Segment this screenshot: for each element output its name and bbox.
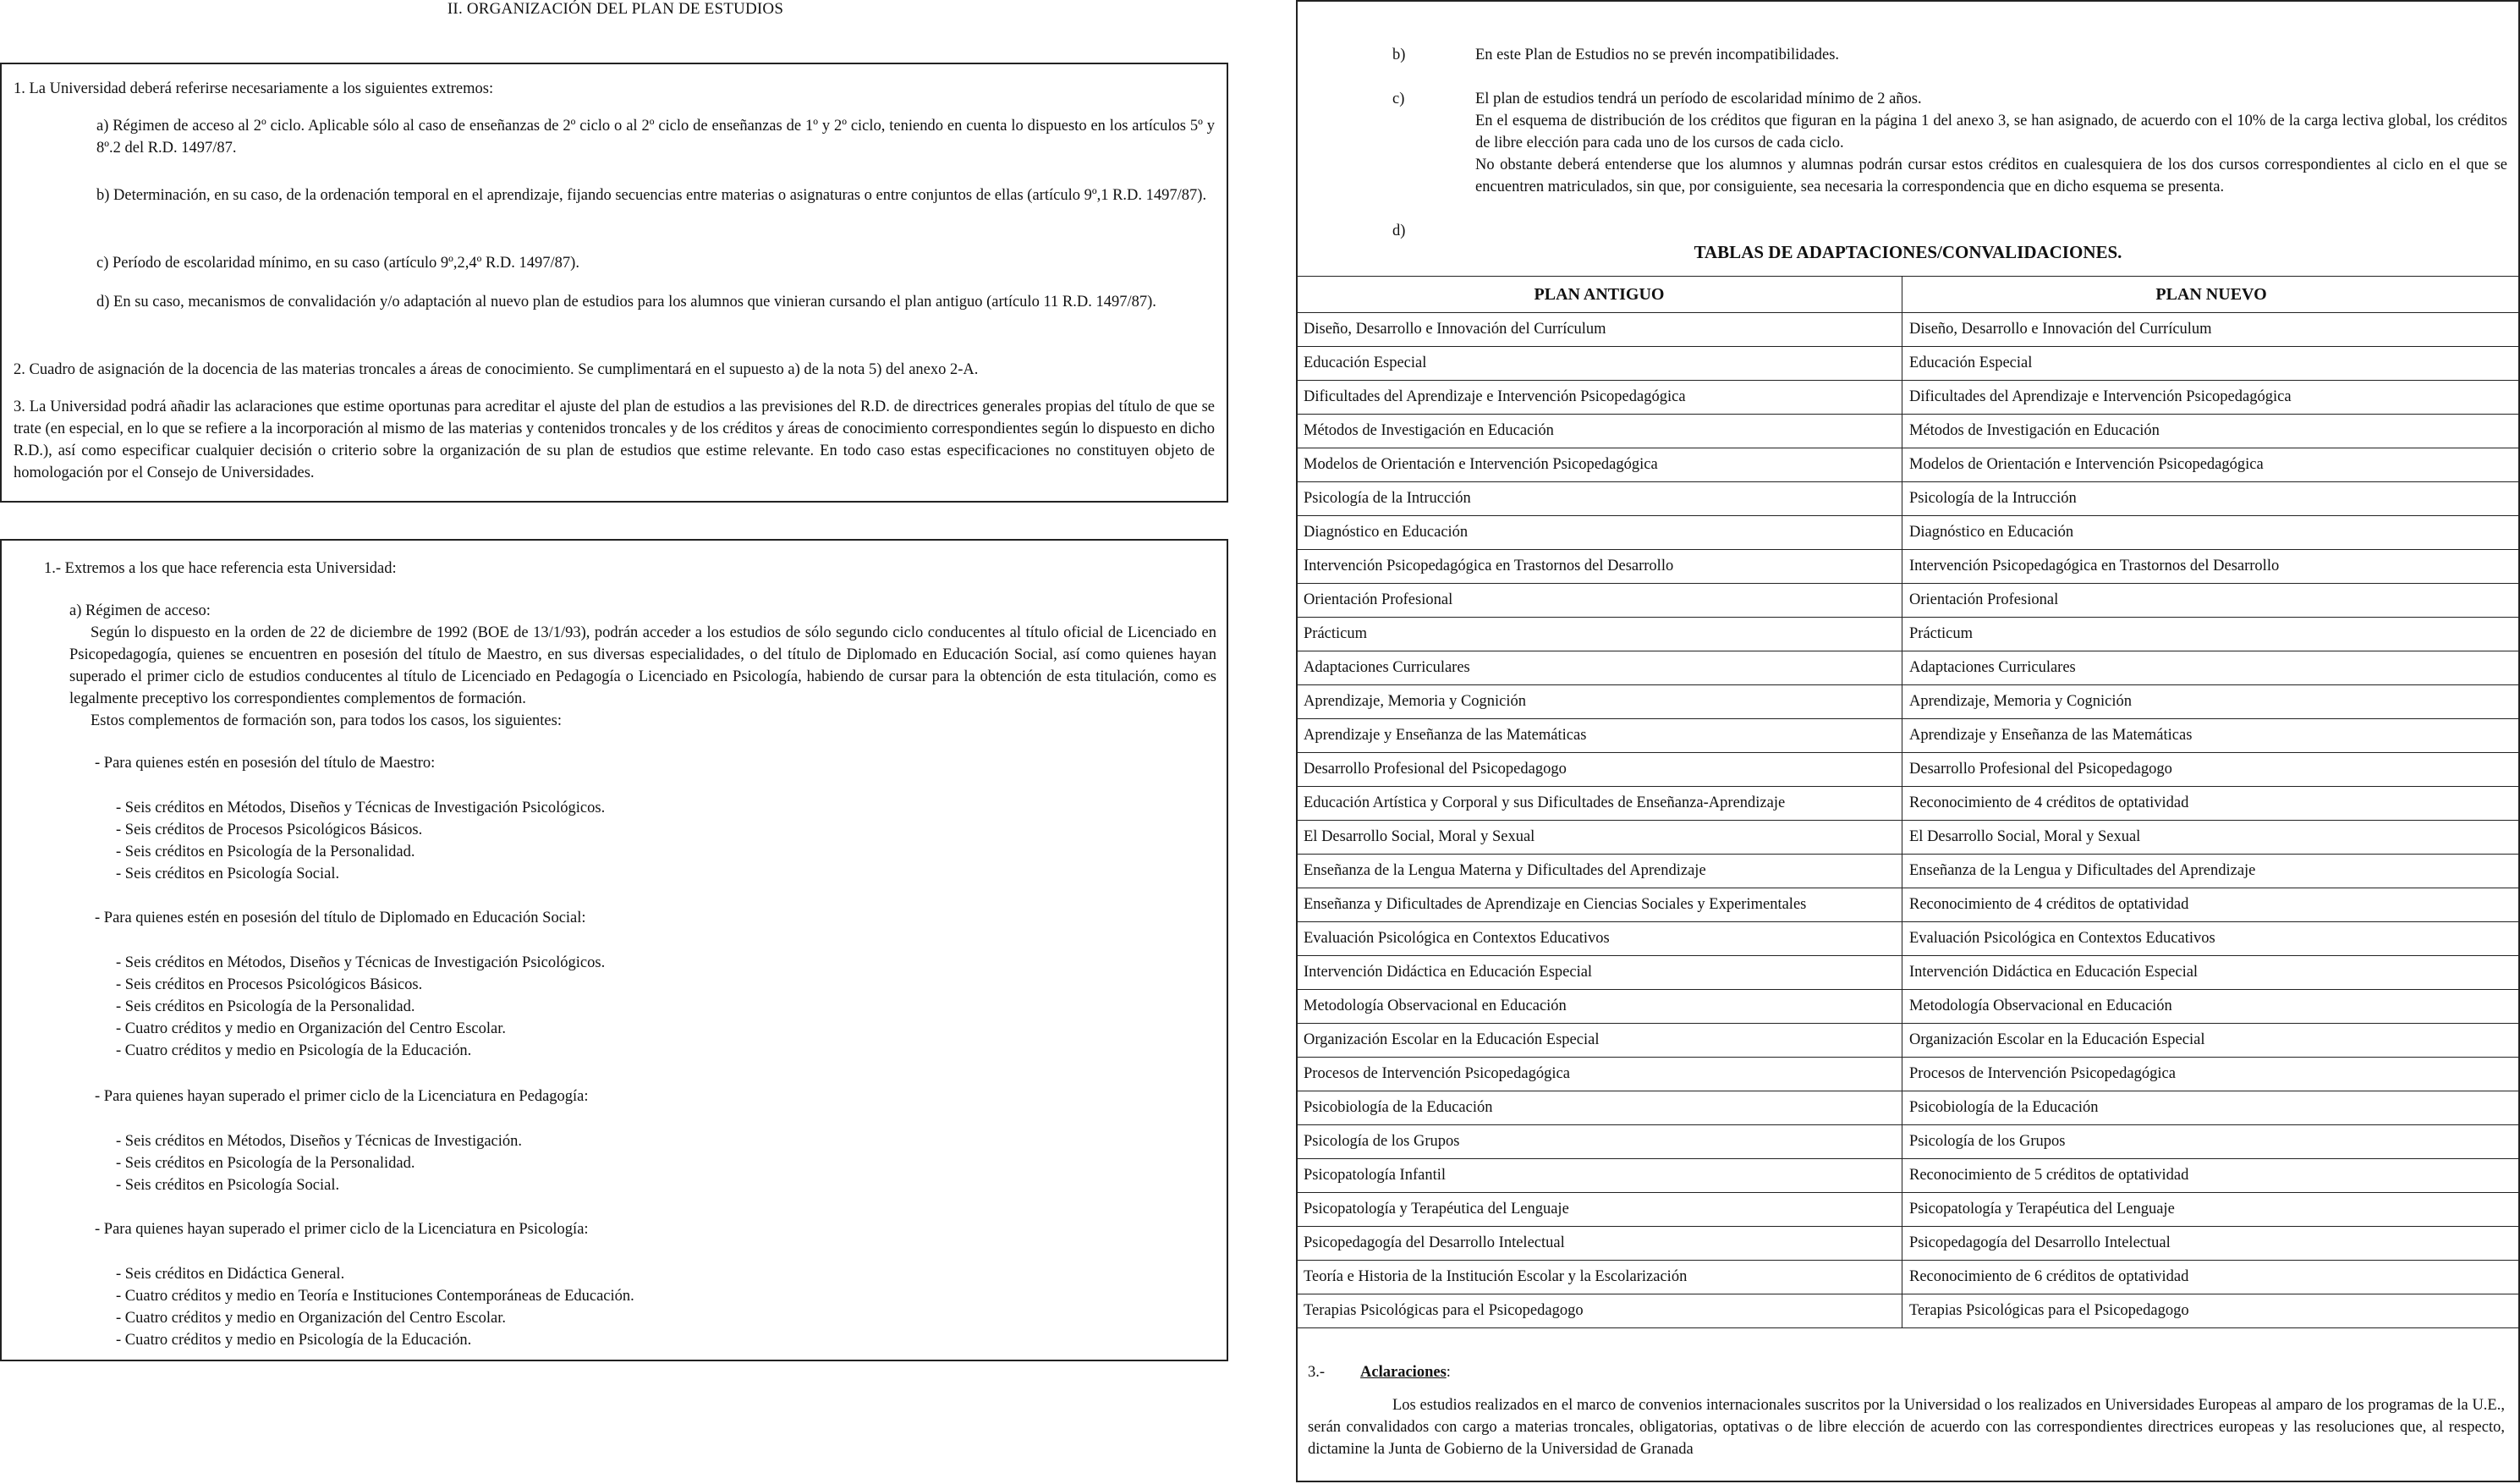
old-plan-cell: Teoría e Historia de la Institución Escolar y la Escolarización <box>1297 1261 1902 1294</box>
table-row <box>1297 1091 2520 1125</box>
old-plan-cell: Dificultades del Aprendizaje e Intervención Psicopedagógica <box>1297 381 1902 415</box>
old-plan-cell: Psicobiología de la Educación <box>1297 1091 1902 1125</box>
old-plan-cell: Aprendizaje y Enseñanza de las Matemáticas <box>1297 719 1902 753</box>
table-row <box>1297 1261 2520 1294</box>
adaptations-table-body <box>1297 313 2520 1328</box>
clarifications-number: 3.- <box>1308 1364 1326 1381</box>
group-head: - Para quienes hayan superado el primer ciclo de la Licenciatura en Psicología: <box>95 1221 589 1238</box>
new-plan-cell: Psicología de la Intrucción <box>1902 482 2520 516</box>
table-row <box>1297 685 2520 719</box>
table-row <box>1297 1058 2520 1091</box>
table-row <box>1297 922 2520 956</box>
item-c-text-2: En el esquema de distribución de los créditos que figuran en la página 1 del anexo 3, se han asignado, de acuerdo con el 10% de la carga lectiva global, los créditos de libre elección para cada uno de los cursos de cada ciclo. <box>1475 113 2507 151</box>
section-heading: 1.- Extremos a los que hace referencia esta Universidad: <box>44 560 397 577</box>
complements-intro: Estos complementos de formación son, para todos los casos, los siguientes: <box>91 712 562 729</box>
table-row <box>1297 719 2520 753</box>
old-plan-cell: Organización Escolar en la Educación Especial <box>1297 1024 1902 1058</box>
table-row <box>1297 956 2520 990</box>
table-row <box>1297 618 2520 651</box>
new-plan-cell: Aprendizaje y Enseñanza de las Matemáticas <box>1902 719 2520 753</box>
item-c-text-1: El plan de estudios tendrá un período de escolaridad mínimo de 2 años. <box>1475 91 1922 107</box>
table-row <box>1297 347 2520 381</box>
list-item: - Seis créditos en Didáctica General. <box>116 1266 345 1283</box>
instruction-1b: b) Determinación, en su caso, de la ordenación temporal en el aprendizaje, fijando secuencias entre materias o asignaturas o entre conjuntos de ellas (artículo 9º,1 R.D. 1497/87). <box>96 187 1207 204</box>
new-plan-cell: Modelos de Orientación e Intervención Psicopedagógica <box>1902 448 2520 482</box>
access-regime-box <box>0 539 1228 1361</box>
new-plan-cell: Diagnóstico en Educación <box>1902 516 2520 550</box>
list-item: - Seis créditos en Psicología Social. <box>116 1177 340 1194</box>
old-plan-cell: Psicopedagogía del Desarrollo Intelectual <box>1297 1227 1902 1261</box>
table-row <box>1297 787 2520 821</box>
old-plan-cell: Procesos de Intervención Psicopedagógica <box>1297 1058 1902 1091</box>
new-plan-cell: Terapias Psicológicas para el Psicopedagogo <box>1902 1294 2520 1328</box>
adaptations-table-title: TABLAS DE ADAPTACIONES/CONVALIDACIONES. <box>1694 242 2122 262</box>
new-plan-cell: Aprendizaje, Memoria y Cognición <box>1902 685 2520 719</box>
left-page <box>0 0 1231 1484</box>
new-plan-cell: Psicopatología y Terapéutica del Lenguaje <box>1902 1193 2520 1227</box>
list-item: - Seis créditos en Métodos, Diseños y Técnicas de Investigación. <box>116 1133 523 1150</box>
new-plan-cell: Dificultades del Aprendizaje e Intervención Psicopedagógica <box>1902 381 2520 415</box>
new-plan-cell: Diseño, Desarrollo e Innovación del Currículum <box>1902 313 2520 347</box>
table-row <box>1297 381 2520 415</box>
old-plan-cell: Prácticum <box>1297 618 1902 651</box>
group-head: - Para quienes estén en posesión del título de Maestro: <box>95 755 436 772</box>
instruction-2: 2. Cuadro de asignación de la docencia de las materias troncales a áreas de conocimiento. Se cumplimentará en el supuesto a) de la nota 5) del anexo 2-A. <box>14 361 979 378</box>
new-plan-cell: Psicología de los Grupos <box>1902 1125 2520 1159</box>
item-b-text: En este Plan de Estudios no se prevén incompatibilidades. <box>1475 47 1840 63</box>
table-row <box>1297 448 2520 482</box>
clarifications-heading <box>1308 1364 1451 1382</box>
list-item: - Cuatro créditos y medio en Organización del Centro Escolar. <box>116 1310 506 1327</box>
new-plan-cell: Desarrollo Profesional del Psicopedagogo <box>1902 753 2520 787</box>
new-plan-cell: Evaluación Psicológica en Contextos Educativos <box>1902 922 2520 956</box>
instruction-1a: a) Régimen de acceso al 2º ciclo. Aplicable sólo al caso de enseñanzas de 2º ciclo o al 2º ciclo de enseñanzas de 1º y 2º ciclo, teniendo en cuenta lo dispuesto en los artículos 5º y 8º.2 del R.D. 1497/87. <box>96 118 1215 157</box>
table-row <box>1297 584 2520 618</box>
old-plan-cell: Adaptaciones Curriculares <box>1297 651 1902 685</box>
table-row <box>1297 1024 2520 1058</box>
new-plan-cell: Reconocimiento de 4 créditos de optatividad <box>1902 888 2520 922</box>
new-plan-cell: Intervención Didáctica en Educación Especial <box>1902 956 2520 990</box>
right-page <box>1296 0 2520 1484</box>
table-row <box>1297 855 2520 888</box>
new-plan-cell: Psicopedagogía del Desarrollo Intelectual <box>1902 1227 2520 1261</box>
access-paragraph: Según lo dispuesto en la orden de 22 de diciembre de 1992 (BOE de 13/1/93), podrán acceder a los estudios de sólo segundo ciclo conducentes al título oficial de Licenciado en Psicopedagogía, quienes se encuentren en posesión del título de Maestro, en sus diversas especialidades, o del título de Diplomado en Educación Social, así como quienes hayan superado el primer ciclo de estudios conducentes al título de Licenciado en Pedagogía o Licenciado en Psicología, habiendo de cursar para la obtención de esta titulación, como es legalmente preceptivo los correspondientes complementos de formación. <box>69 624 1216 707</box>
new-plan-cell: Reconocimiento de 4 créditos de optatividad <box>1902 787 2520 821</box>
list-item: - Cuatro créditos y medio en Teoría e Instituciones Contemporáneas de Educación. <box>116 1288 634 1305</box>
old-plan-cell: Psicología de los Grupos <box>1297 1125 1902 1159</box>
clarifications-colon: : <box>1446 1364 1451 1381</box>
list-item: - Seis créditos en Psicología de la Personalidad. <box>116 1155 415 1172</box>
new-plan-cell: Educación Especial <box>1902 347 2520 381</box>
table-row <box>1297 821 2520 855</box>
new-plan-cell: Enseñanza de la Lengua y Dificultades del Aprendizaje <box>1902 855 2520 888</box>
old-plan-cell: Psicopatología y Terapéutica del Lenguaje <box>1297 1193 1902 1227</box>
old-plan-cell: El Desarrollo Social, Moral y Sexual <box>1297 821 1902 855</box>
list-item: - Cuatro créditos y medio en Organización del Centro Escolar. <box>116 1020 506 1037</box>
item-d-label: d) <box>1392 223 1406 239</box>
list-item: - Seis créditos de Procesos Psicológicos Básicos. <box>116 822 423 838</box>
clarifications-label: Aclaraciones <box>1360 1364 1447 1381</box>
adaptations-table <box>1296 276 2520 1328</box>
old-plan-cell: Enseñanza y Dificultades de Aprendizaje en Ciencias Sociales y Experimentales <box>1297 888 1902 922</box>
table-row <box>1297 313 2520 347</box>
old-plan-cell: Aprendizaje, Memoria y Cognición <box>1297 685 1902 719</box>
clarifications-text: Los estudios realizados en el marco de convenios internacionales suscritos por la Universidad o los realizados en Universidades Europeas al amparo de los programas de la U.E., serán convalidados con cargo a materias troncales, obligatorias, optativas o de libre elección de acuerdo con las correspondientes directrices europeas y las resoluciones que, al respecto, dictamine la Junta de Gobierno de la Universidad de Granada <box>1308 1397 2505 1458</box>
item-c-text-3: No obstante deberá entenderse que los alumnos y alumnas podrán cursar estos créditos en cualesquiera de los dos cursos correspondientes al ciclo en el que se encuentren matriculados, sin que, por consiguiente, sea necesaria la correspondencia que en dicho esquema se presenta. <box>1475 157 2507 195</box>
table-row <box>1297 651 2520 685</box>
new-plan-cell: Organización Escolar en la Educación Especial <box>1902 1024 2520 1058</box>
list-item: - Seis créditos en Métodos, Diseños y Técnicas de Investigación Psicológicos. <box>116 954 606 971</box>
old-plan-cell: Modelos de Orientación e Intervención Psicopedagógica <box>1297 448 1902 482</box>
list-item: - Seis créditos en Psicología de la Personalidad. <box>116 998 415 1015</box>
table-row <box>1297 550 2520 584</box>
list-item: - Seis créditos en Psicología Social. <box>116 866 340 882</box>
list-item: - Cuatro créditos y medio en Psicología de la Educación. <box>116 1332 472 1349</box>
item-b-label: b) <box>1392 47 1406 63</box>
new-plan-cell: Orientación Profesional <box>1902 584 2520 618</box>
old-plan-cell: Educación Especial <box>1297 347 1902 381</box>
instruction-1c: c) Período de escolaridad mínimo, en su caso (artículo 9º,2,4º R.D. 1497/87). <box>96 255 579 272</box>
instruction-3: 3. La Universidad podrá añadir las aclaraciones que estime oportunas para acreditar el ajuste del plan de estudios a las previsiones del R.D. de directrices generales propias del título de que se trate (en especial, en lo que se refiere a la incorporación al mismo de las materias y contenidos troncales y de los créditos y áreas de conocimiento correspondientes según lo dispuesto en dicho R.D.), así como especificar cualquier decisión o criterio sobre la organización de su plan de estudios que estime relevante. En todo caso estas especificaciones no constituyen objeto de homologación por el Consejo de Universidades. <box>14 398 1215 481</box>
new-plan-cell: Procesos de Intervención Psicopedagógica <box>1902 1058 2520 1091</box>
subsection-a: a) Régimen de acceso: <box>69 602 211 619</box>
old-plan-cell: Psicología de la Intrucción <box>1297 482 1902 516</box>
old-plan-cell: Metodología Observacional en Educación <box>1297 990 1902 1024</box>
table-row <box>1297 1125 2520 1159</box>
old-plan-cell: Educación Artística y Corporal y sus Dificultades de Enseñanza-Aprendizaje <box>1297 787 1902 821</box>
new-plan-cell: Métodos de Investigación en Educación <box>1902 415 2520 448</box>
table-row <box>1297 415 2520 448</box>
new-plan-cell: El Desarrollo Social, Moral y Sexual <box>1902 821 2520 855</box>
old-plan-cell: Intervención Psicopedagógica en Trastornos del Desarrollo <box>1297 550 1902 584</box>
old-plan-cell: Orientación Profesional <box>1297 584 1902 618</box>
group-head: - Para quienes estén en posesión del título de Diplomado en Educación Social: <box>95 910 586 926</box>
list-item: - Seis créditos en Procesos Psicológicos Básicos. <box>116 976 423 993</box>
new-plan-cell: Reconocimiento de 6 créditos de optatividad <box>1902 1261 2520 1294</box>
new-plan-cell: Metodología Observacional en Educación <box>1902 990 2520 1024</box>
list-item: - Seis créditos en Psicología de la Personalidad. <box>116 844 415 860</box>
instruction-1d: d) En su caso, mecanismos de convalidación y/o adaptación al nuevo plan de estudios para los alumnos que vinieran cursando el plan antiguo (artículo 11 R.D. 1497/87). <box>96 294 1156 311</box>
group-head: - Para quienes hayan superado el primer ciclo de la Licenciatura en Pedagogía: <box>95 1088 589 1105</box>
new-plan-cell: Reconocimiento de 5 créditos de optatividad <box>1902 1159 2520 1193</box>
table-row <box>1297 516 2520 550</box>
old-plan-cell: Psicopatología Infantil <box>1297 1159 1902 1193</box>
column-header-new-plan: PLAN NUEVO <box>1902 277 2520 313</box>
table-header-row <box>1297 277 2520 313</box>
old-plan-cell: Desarrollo Profesional del Psicopedagogo <box>1297 753 1902 787</box>
old-plan-cell: Enseñanza de la Lengua Materna y Dificultades del Aprendizaje <box>1297 855 1902 888</box>
old-plan-cell: Intervención Didáctica en Educación Especial <box>1297 956 1902 990</box>
table-row <box>1297 888 2520 922</box>
column-header-old-plan: PLAN ANTIGUO <box>1297 277 1902 313</box>
old-plan-cell: Diagnóstico en Educación <box>1297 516 1902 550</box>
old-plan-cell: Métodos de Investigación en Educación <box>1297 415 1902 448</box>
old-plan-cell: Diseño, Desarrollo e Innovación del Currículum <box>1297 313 1902 347</box>
table-row <box>1297 1294 2520 1328</box>
new-plan-cell: Intervención Psicopedagógica en Trastornos del Desarrollo <box>1902 550 2520 584</box>
table-row <box>1297 753 2520 787</box>
instruction-1: 1. La Universidad deberá referirse necesariamente a los siguientes extremos: <box>14 80 494 97</box>
instructions-box <box>0 63 1228 503</box>
new-plan-cell: Prácticum <box>1902 618 2520 651</box>
new-plan-cell: Psicobiología de la Educación <box>1902 1091 2520 1125</box>
table-row <box>1297 1193 2520 1227</box>
new-plan-cell: Adaptaciones Curriculares <box>1902 651 2520 685</box>
table-row <box>1297 1227 2520 1261</box>
list-item: - Cuatro créditos y medio en Psicología de la Educación. <box>116 1042 472 1059</box>
old-plan-cell: Terapias Psicológicas para el Psicopedagogo <box>1297 1294 1902 1328</box>
list-item: - Seis créditos en Métodos, Diseños y Técnicas de Investigación Psicológicos. <box>116 800 606 816</box>
table-row <box>1297 1159 2520 1193</box>
item-c-label: c) <box>1392 91 1405 107</box>
page-title: II. ORGANIZACIÓN DEL PLAN DE ESTUDIOS <box>447 0 784 18</box>
table-row <box>1297 482 2520 516</box>
table-row <box>1297 990 2520 1024</box>
old-plan-cell: Evaluación Psicológica en Contextos Educativos <box>1297 922 1902 956</box>
